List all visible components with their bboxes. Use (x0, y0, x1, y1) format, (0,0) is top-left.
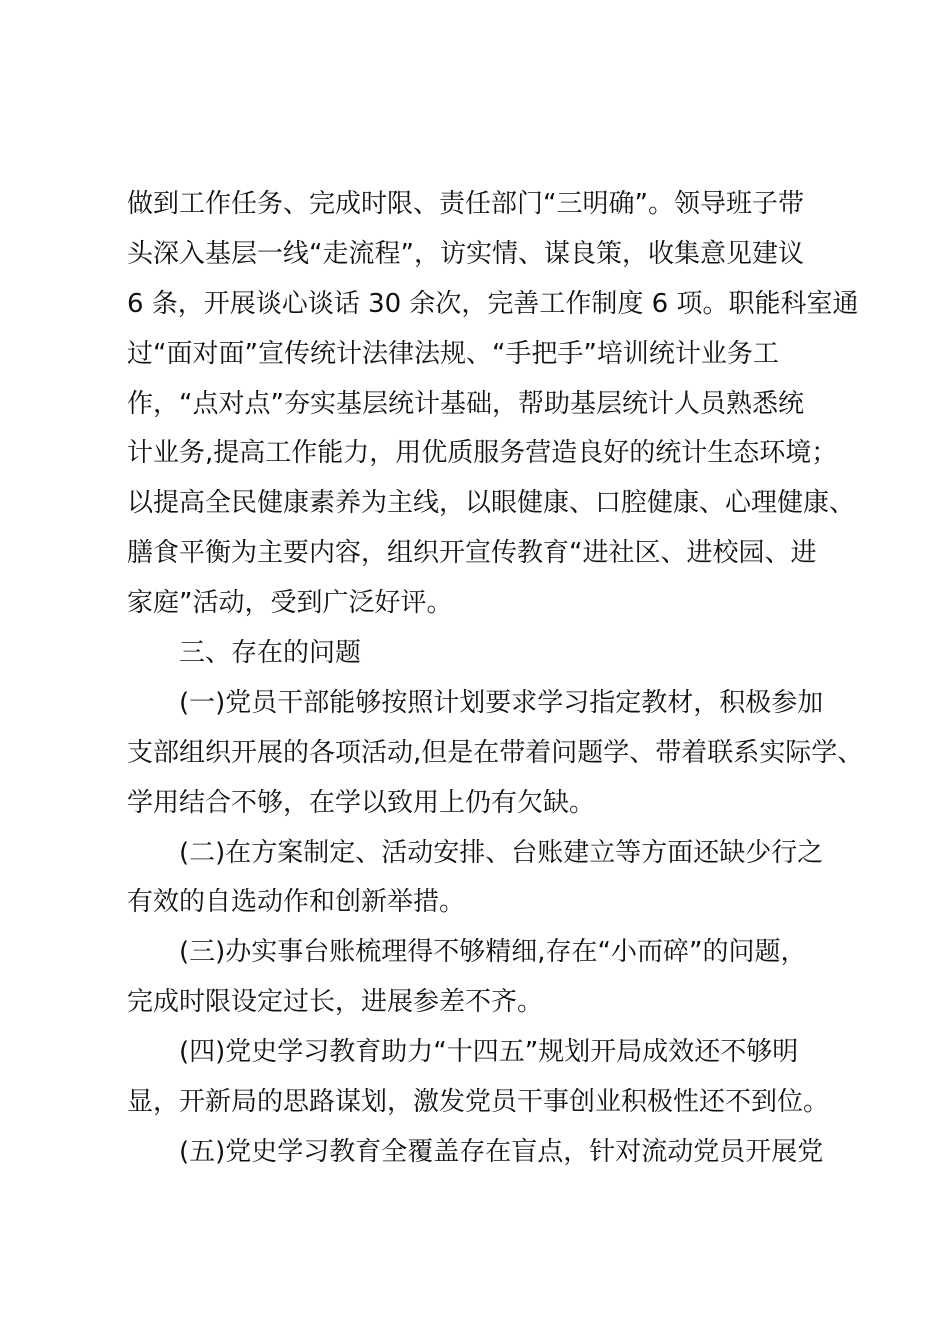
text-line: 计业务,提高工作能力，用优质服务营造良好的统计生态环境； (127, 438, 838, 469)
text-line: 支部组织开展的各项活动,但是在带着问题学、带着联系实际学、 (127, 737, 864, 768)
text-line: 过“面对面”宣传统计法律法规、“手把手”培训统计业务工 (127, 338, 779, 369)
text-line: (四)党史学习教育助力“十四五”规划开局成效还不够明 (179, 1037, 799, 1068)
body-text (127, 180, 864, 1178)
text-line: 作，“点对点”夯实基层统计基础，帮助基层统计人员熟悉统 (127, 388, 804, 419)
text-line: 以提高全民健康素养为主线，以眼健康、口腔健康、心理健康、 (127, 488, 856, 519)
text-line: 做到工作任务、完成时限、责任部门“三明确”。领导班子带 (127, 189, 804, 219)
text-line: 头深入基层一线“走流程”，访实情、谋良策，收集意见建议 (127, 238, 804, 269)
text-line: 学用结合不够，在学以致用上仍有欠缺。 (127, 787, 596, 818)
text-line: 家庭”活动，受到广泛好评。 (127, 588, 453, 619)
text-line: (五)党史学习教育全覆盖存在盲点，针对流动党员开展党 (179, 1136, 824, 1167)
text-line: 6 条，开展谈心谈话 30 余次，完善工作制度 6 项。职能科室通 (127, 288, 859, 319)
text-line: 完成时限设定过长，进展参差不齐。 (127, 987, 544, 1018)
section-heading: 三、存在的问题 (179, 638, 362, 669)
text-line: 膳食平衡为主要内容，组织开宣传教育“进社区、进校园、进 (127, 538, 817, 569)
text-line: (一)党员干部能够按照计划要求学习指定教材，积极参加 (179, 687, 824, 718)
text-line: 显，开新局的思路谋划，激发党员干事创业积极性还不到位。 (127, 1087, 830, 1118)
text-line: 有效的自选动作和创新举措。 (127, 887, 466, 918)
text-line: (三)办实事台账梳理得不够精细,存在“小而碎”的问题， (179, 937, 807, 968)
text-line: (二)在方案制定、活动安排、台账建立等方面还缺少行之 (179, 837, 824, 868)
